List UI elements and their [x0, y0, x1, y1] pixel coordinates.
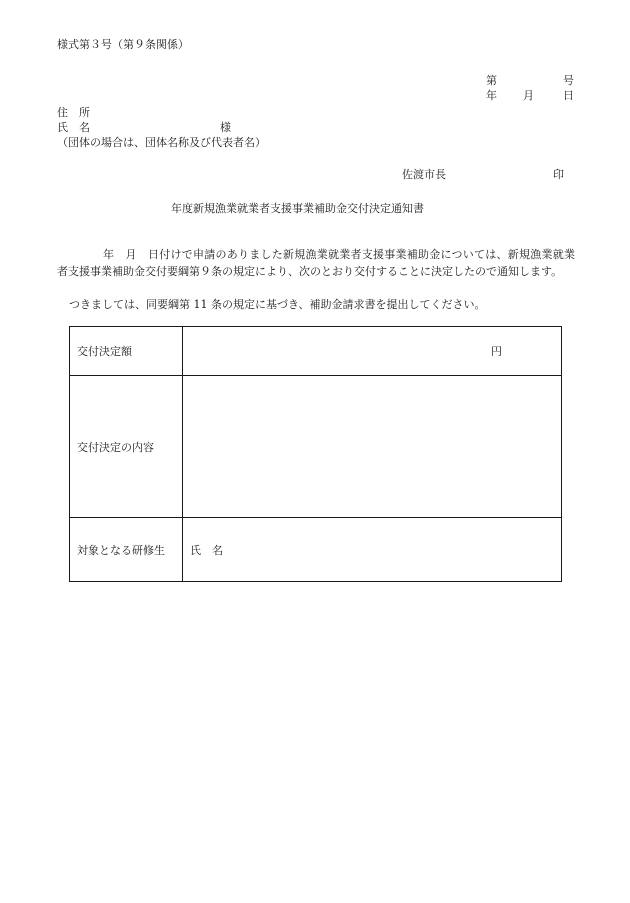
group-note: （団体の場合は、団体名称及び代表者名）: [57, 136, 266, 149]
address-label: 住 所: [57, 106, 90, 119]
date-month: 月: [523, 89, 534, 102]
value-decision-content: [183, 376, 562, 518]
body-paragraph-2: つきましては、同要綱第 11 条の規定に基づき、補助金請求書を提出してください。: [69, 298, 486, 311]
yen-unit: 円: [491, 345, 502, 358]
honorific-sama: 様: [220, 121, 231, 134]
decision-table: [69, 326, 562, 582]
doc-number-prefix: 第: [486, 74, 497, 87]
date-year: 年: [486, 89, 497, 102]
label-trainee: 対象となる研修生: [70, 518, 183, 582]
name-label: 氏 名: [57, 121, 90, 134]
label-decision-content: 交付決定の内容: [70, 376, 183, 518]
issuer-name: 佐渡市長: [402, 168, 446, 181]
document-title: 年度新規漁業就業者支援事業補助金交付決定通知書: [171, 202, 424, 215]
doc-number-suffix: 号: [563, 74, 574, 87]
body-paragraph-1: 年 月 日付けで申請のありました新規漁業就業者支援事業補助金については、新規漁業就業者支援事業補助金交付要綱第９条の規定により、次のとおり交付することに決定したので通知します。: [57, 248, 575, 278]
row-decision-content: [70, 376, 562, 518]
value-decision-amount: [183, 327, 562, 376]
form-number: 様式第３号（第９条関係）: [57, 38, 189, 51]
date-day: 日: [563, 89, 574, 102]
seal-mark: 印: [553, 168, 564, 181]
value-trainee-name: 氏 名: [183, 518, 562, 582]
row-decision-amount: [70, 327, 562, 376]
label-decision-amount: 交付決定額: [70, 327, 183, 376]
row-trainee: [70, 518, 562, 582]
